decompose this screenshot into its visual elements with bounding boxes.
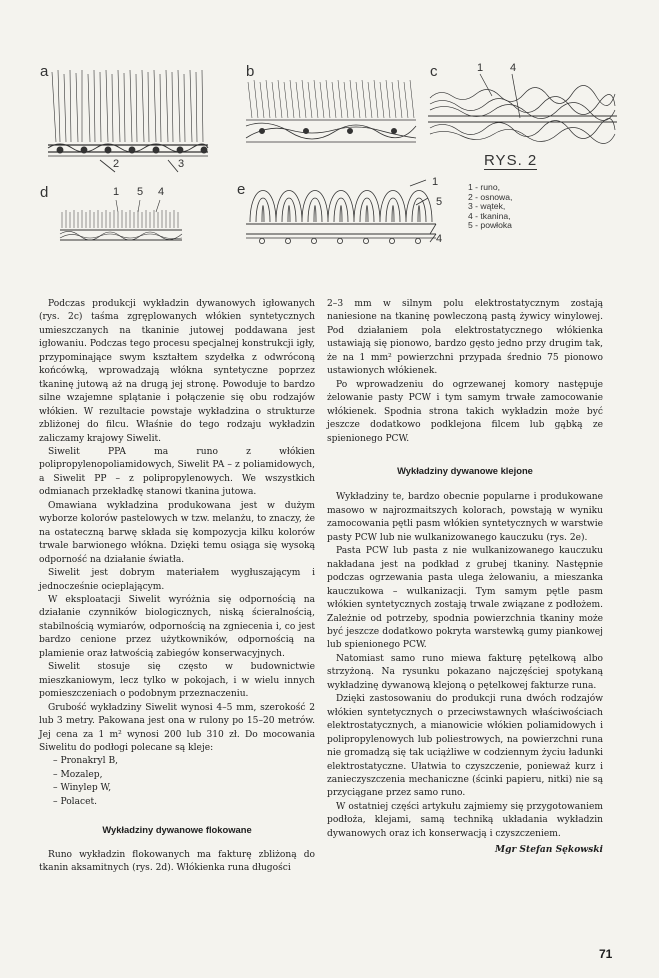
figure-rys-2 [0,0,659,300]
diagram-e [246,180,436,244]
paragraph: W ostatniej części artykułu zajmiemy się przygotowaniem podłoża, klejami, samą techniką układania wykładzin dywanowych oraz ich konserwacją i czyszczeniem. [327,801,603,839]
diagram-a [48,70,208,172]
paragraph: Podczas produkcji wykładzin dywanowych igłowanych (rys. 2c) taśma zgręplowanych włókien syntetycznych umieszczanych na tkaninie jutowej poddawana jest igłowaniu. Podczas tego procesu specjalnej konstrukcji igły, przypominające swym kształtem szydełka z odwróconą końcówką, wprowadzają włókna syntetyczne poprzez tkaninę jutową aż na drugą jej stronę. Powoduje to bardzo silne wzajemne splątanie i połączenie się obu rodzajów włókien. W rezultacie powstaje wykładzina o strukturze zbliżonej do filcu. Właśnie do tego rodzaju wykładzin zaliczamy krajowy Siwelit. [39,299,315,444]
paragraph: Siwelit jest dobrym materiałem wygłuszającym i jednocześnie ocieplającym. [39,568,315,592]
glue-list [39,755,315,809]
list-item: – Winylep W, [53,782,315,795]
paragraph: Pasta PCW lub pasta z nie wulkanizowanego kauczuku nakładana jest na podkład z grubej tkaniny. Następnie podczas ogrzewania pasta ulega żelowaniu, a mieszanka kauczukowa – wulkanizacji. Tym samym pętle pasm włókien syntetycznych zostają trwale związane z podłożem. Zależnie od potrzeby, spodnia powierzchnia tkaniny może być jeszcze dodatkowo pokryta warstewką gumy piankowej lub spienionego PCW. [327,546,603,651]
diagram-c [428,74,617,144]
paragraph: 2–3 mm w silnym polu elektrostatycznym zostają naniesione na tkaninę powleczoną pastą żywicy winylowej. Pod działaniem pola elektrostatycznego włókienka ustawiają się pionowo, bardzo gęsto jedno przy drugim tak, że na 1 mm² powierzchni przypada średnio 75 pionowo ustawionych włókienek. [327,299,603,377]
left-column [39,298,315,876]
legend-item: 1 - runo, [468,182,501,192]
figure-legend [468,183,512,231]
author-signature: Mgr Stefan Sękowski [495,844,603,856]
page-number: 71 [599,947,613,961]
number-a2: 2 [113,158,120,170]
label-a: a [40,63,49,80]
paragraph: Omawiana wykładzina produkowana jest w dużym wyborze kolorów pastelowych w tzw. melanżu, to znaczy, że na ostateczną barwę składa się kompozycja kilku kolorów trwale barwionego włókna. Dzięki temu osiąga się wysoką odporność na działanie światła. [39,500,315,565]
paragraph: Natomiast samo runo miewa fakturę pętelkową albo strzyżoną. Na rysunku pokazano najczęściej spotykaną wykładzinę dywanową klejoną o pętelkowej fakturze runa. [327,653,603,691]
number-e5: 5 [436,196,443,208]
paragraph: Po wprowadzeniu do ogrzewanej komory następuje żelowanie pasty PCW i tym samym trwałe zamocowanie włókienek. Spodnia strona takich wykładzin może być jeszcze dodatkowo podklejona filcem lub gąbką ze spienionego PCW. [327,379,603,444]
figure-caption: RYS. 2 [484,152,538,169]
number-d1: 1 [113,186,120,198]
label-e: e [237,181,246,198]
legend-item: 2 - osnowa, [468,191,513,202]
carpet-structure-diagrams [0,0,659,300]
number-e4: 4 [436,233,443,245]
list-item: – Mozalep, [53,769,315,782]
number-d4: 4 [158,186,165,198]
legend-item: 5 - powłoka [468,220,512,231]
section-heading-flocked: Wykładziny dywanowe flokowane [102,824,252,836]
number-c1: 1 [477,62,484,74]
diagram-d [60,200,182,240]
paragraph: Wykładziny te, bardzo obecnie popularne i produkowane masowo w najrozmaitszych kolorach, powstają w wyniku zamocowania pętli pasm włókien syntetycznych w warstwie pasty PCW lub nie wulkanizowanego kauczuku (rys. 2e). [327,492,603,543]
paragraph: Siwelit PPA ma runo z włókien polipropylenopoliamidowych, Siwelit PA – z poliamidowych, a Siwelit PP – z polipropylenowych. We wszystkich odmianach przekładkę stanowi tkanina jutowa. [39,446,315,498]
diagram-b [246,80,416,142]
number-e1: 1 [432,176,439,188]
section-heading-glued: Wykładziny dywanowe klejone [397,464,533,476]
paragraph: Grubość wykładziny Siwelit wynosi 4–5 mm, szerokość 2 lub 3 metry. Pakowana jest ona w rulony po 15–20 metrów. Jej cena za 1 m² wynosi 200 lub 310 zł. Do mocowania Siwelitu do podłogi polecane są kleje: [39,702,315,753]
paragraph: W eksploatacji Siwelit wyróżnia się odpornością na działanie czynników biologicznych, niską ścieralnością, stabilnością wymiarów, odpornością na zgniecenia i, co jest bardzo cenione przez użytkowników, odpornością na plamienie oraz łatwością zabiegów konserwacyjnych. [39,594,315,659]
label-b: b [246,63,255,80]
list-item: – Pronakryl B, [53,755,315,768]
right-column [327,298,603,857]
label-d: d [40,184,49,201]
legend-item: 3 - wątek, [468,201,506,212]
legend-item: 4 - tkanina, [468,210,511,221]
number-c4: 4 [510,62,517,74]
list-item: – Polacet. [53,796,315,809]
paragraph: Siwelit stosuje się często w budownictwie mieszkaniowym, lecz tylko w pokojach, i w wielu innych pomieszczeniach o podobnym przeznaczeniu. [39,662,315,700]
number-d5: 5 [137,186,144,198]
paragraph: Runo wykładzin flokowanych ma fakturę zbliżoną do tkanin aksamitnych (rys. 2d). Włókienka runa długości [39,849,315,874]
number-a3: 3 [178,158,185,170]
paragraph: Dzięki zastosowaniu do produkcji runa dwóch rodzajów włókien syntetycznych o przeciwstawnych właściwościach elektrostatycznych, a mianowicie włókien poliamidowych i polipropylenowych lub poliestrowych, na powierzchni runa nie gromadzą się tak uciążliwe w codziennym życiu ładunki elektrostatyczne. Ułatwia to czyszczenie, ponieważ kurz i zanieczyszczenia mechaniczne (ścinki papieru, nitki) nie są przyciągane przez samo runo. [327,694,603,799]
label-c: c [430,63,438,80]
